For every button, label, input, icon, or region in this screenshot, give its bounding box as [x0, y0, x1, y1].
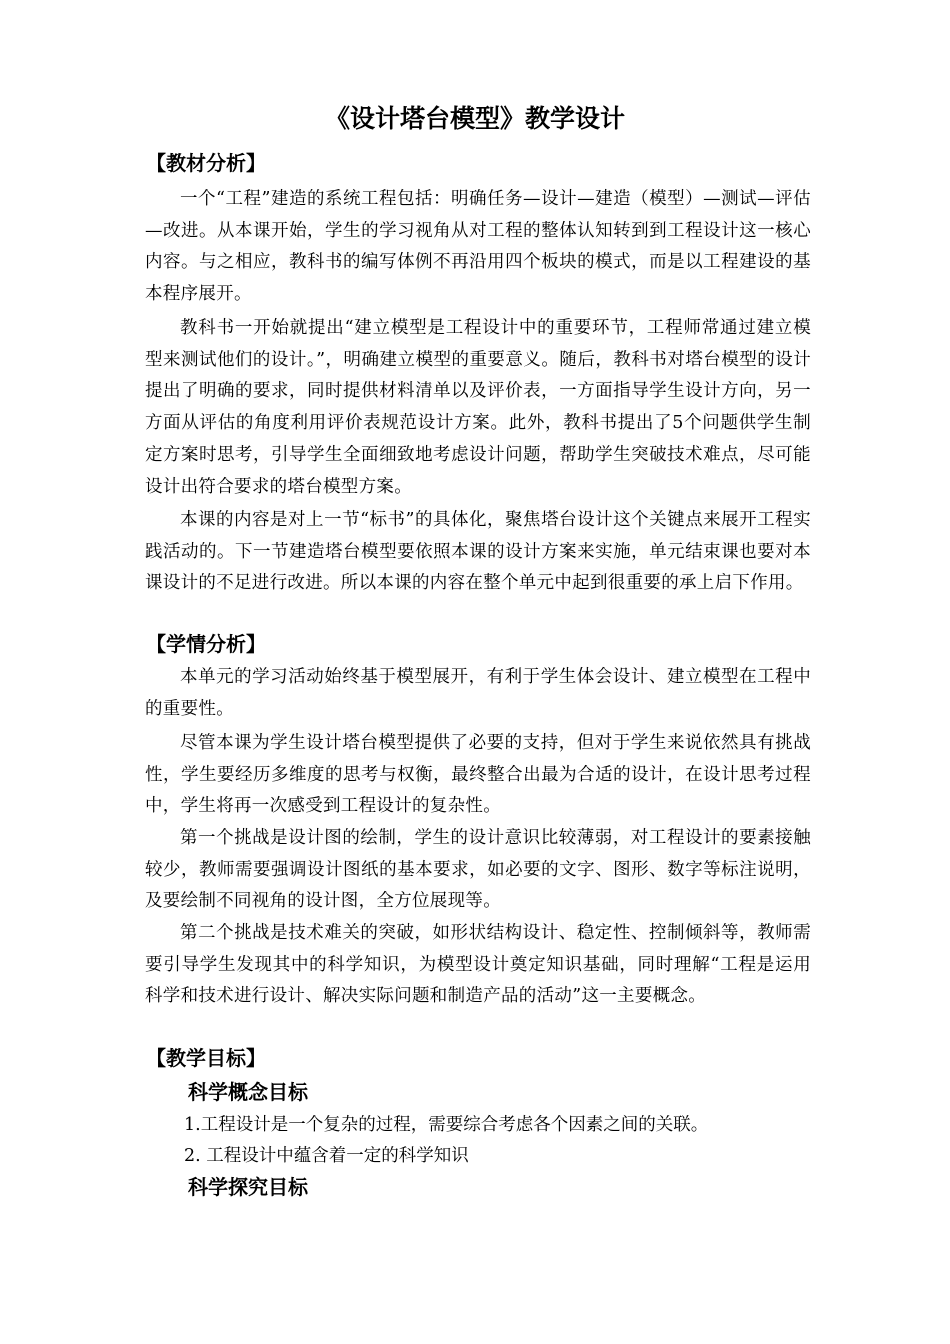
paragraph: 本单元的学习活动始终基于模型展开，有利于学生体会设计、建立模型在工程中的重要性。 [145, 667, 811, 719]
section-heading-teaching-goals: 【教学目标】 [146, 1046, 266, 1070]
paragraph: 一个“工程”建造的系统工程包括：明确任务—设计—建造（模型）—测试—评估—改进。从本课开始，学生的学习视角从对工程的整体认知转到到工程设计这一核心内容。与之相应，教科书的编写体例不再沿用四个板块的模式，而是以工程建设的基本程序展开。 [145, 189, 811, 305]
paragraph: 本课的内容是对上一节“标书”的具体化，聚焦塔台设计这个关键点来展开工程实践活动的。下一节建造塔台模型要依照本课的设计方案来实施，单元结束课也要对本课设计的不足进行改进。所以本课的内容在整个单元中起到很重要的承上启下作用。 [145, 510, 811, 594]
document-title: 《设计塔台模型》教学设计 [324, 104, 625, 133]
paragraph: 教科书一开始就提出“建立模型是工程设计中的重要环节，工程师常通过建立模型来测试他们的设计。”，明确建立模型的重要意义。随后，教科书对塔台模型的设计提出了明确的要求，同时提供材料清单以及评价表，一方面指导学生设计方向，另一方面从评估的角度利用评价表规范设计方案。此外，教科书提出了5个问题供学生制定方案时思考，引导学生全面细致地考虑设计问题，帮助学生突破技术难点，尽可能设计出符合要求的塔台模型方案。 [145, 318, 811, 497]
paragraph: 第一个挑战是设计图的绘制，学生的设计意识比较薄弱，对工程设计的要素接触较少，教师需要强调设计图纸的基本要求，如必要的文字、图形、数字等标注说明，及要绘制不同视角的设计图，全方位展现等。 [145, 828, 811, 912]
list-item: 2. 工程设计中蕴含着一定的科学知识 [184, 1146, 469, 1166]
subheading-inquiry-goals: 科学探究目标 [188, 1175, 308, 1199]
list-item: 1.工程设计是一个复杂的过程，需要综合考虑各个因素之间的关联。 [184, 1115, 709, 1135]
paragraph: 第二个挑战是技术难关的突破，如形状结构设计、稳定性、控制倾斜等，教师需要引导学生发现其中的科学知识，为模型设计奠定知识基础，同时理解“工程是运用科学和技术进行设计、解决实际问题和制造产品的活动”这一主要概念。 [145, 923, 811, 1007]
section-heading-learner-analysis: 【学情分析】 [146, 632, 266, 656]
subheading-concept-goals: 科学概念目标 [188, 1080, 308, 1104]
section-heading-material-analysis: 【教材分析】 [146, 151, 266, 175]
paragraph: 尽管本课为学生设计塔台模型提供了必要的支持，但对于学生来说依然具有挑战性，学生要经历多维度的思考与权衡，最终整合出最为合适的设计，在设计思考过程中，学生将再一次感受到工程设计的复杂性。 [145, 733, 811, 817]
